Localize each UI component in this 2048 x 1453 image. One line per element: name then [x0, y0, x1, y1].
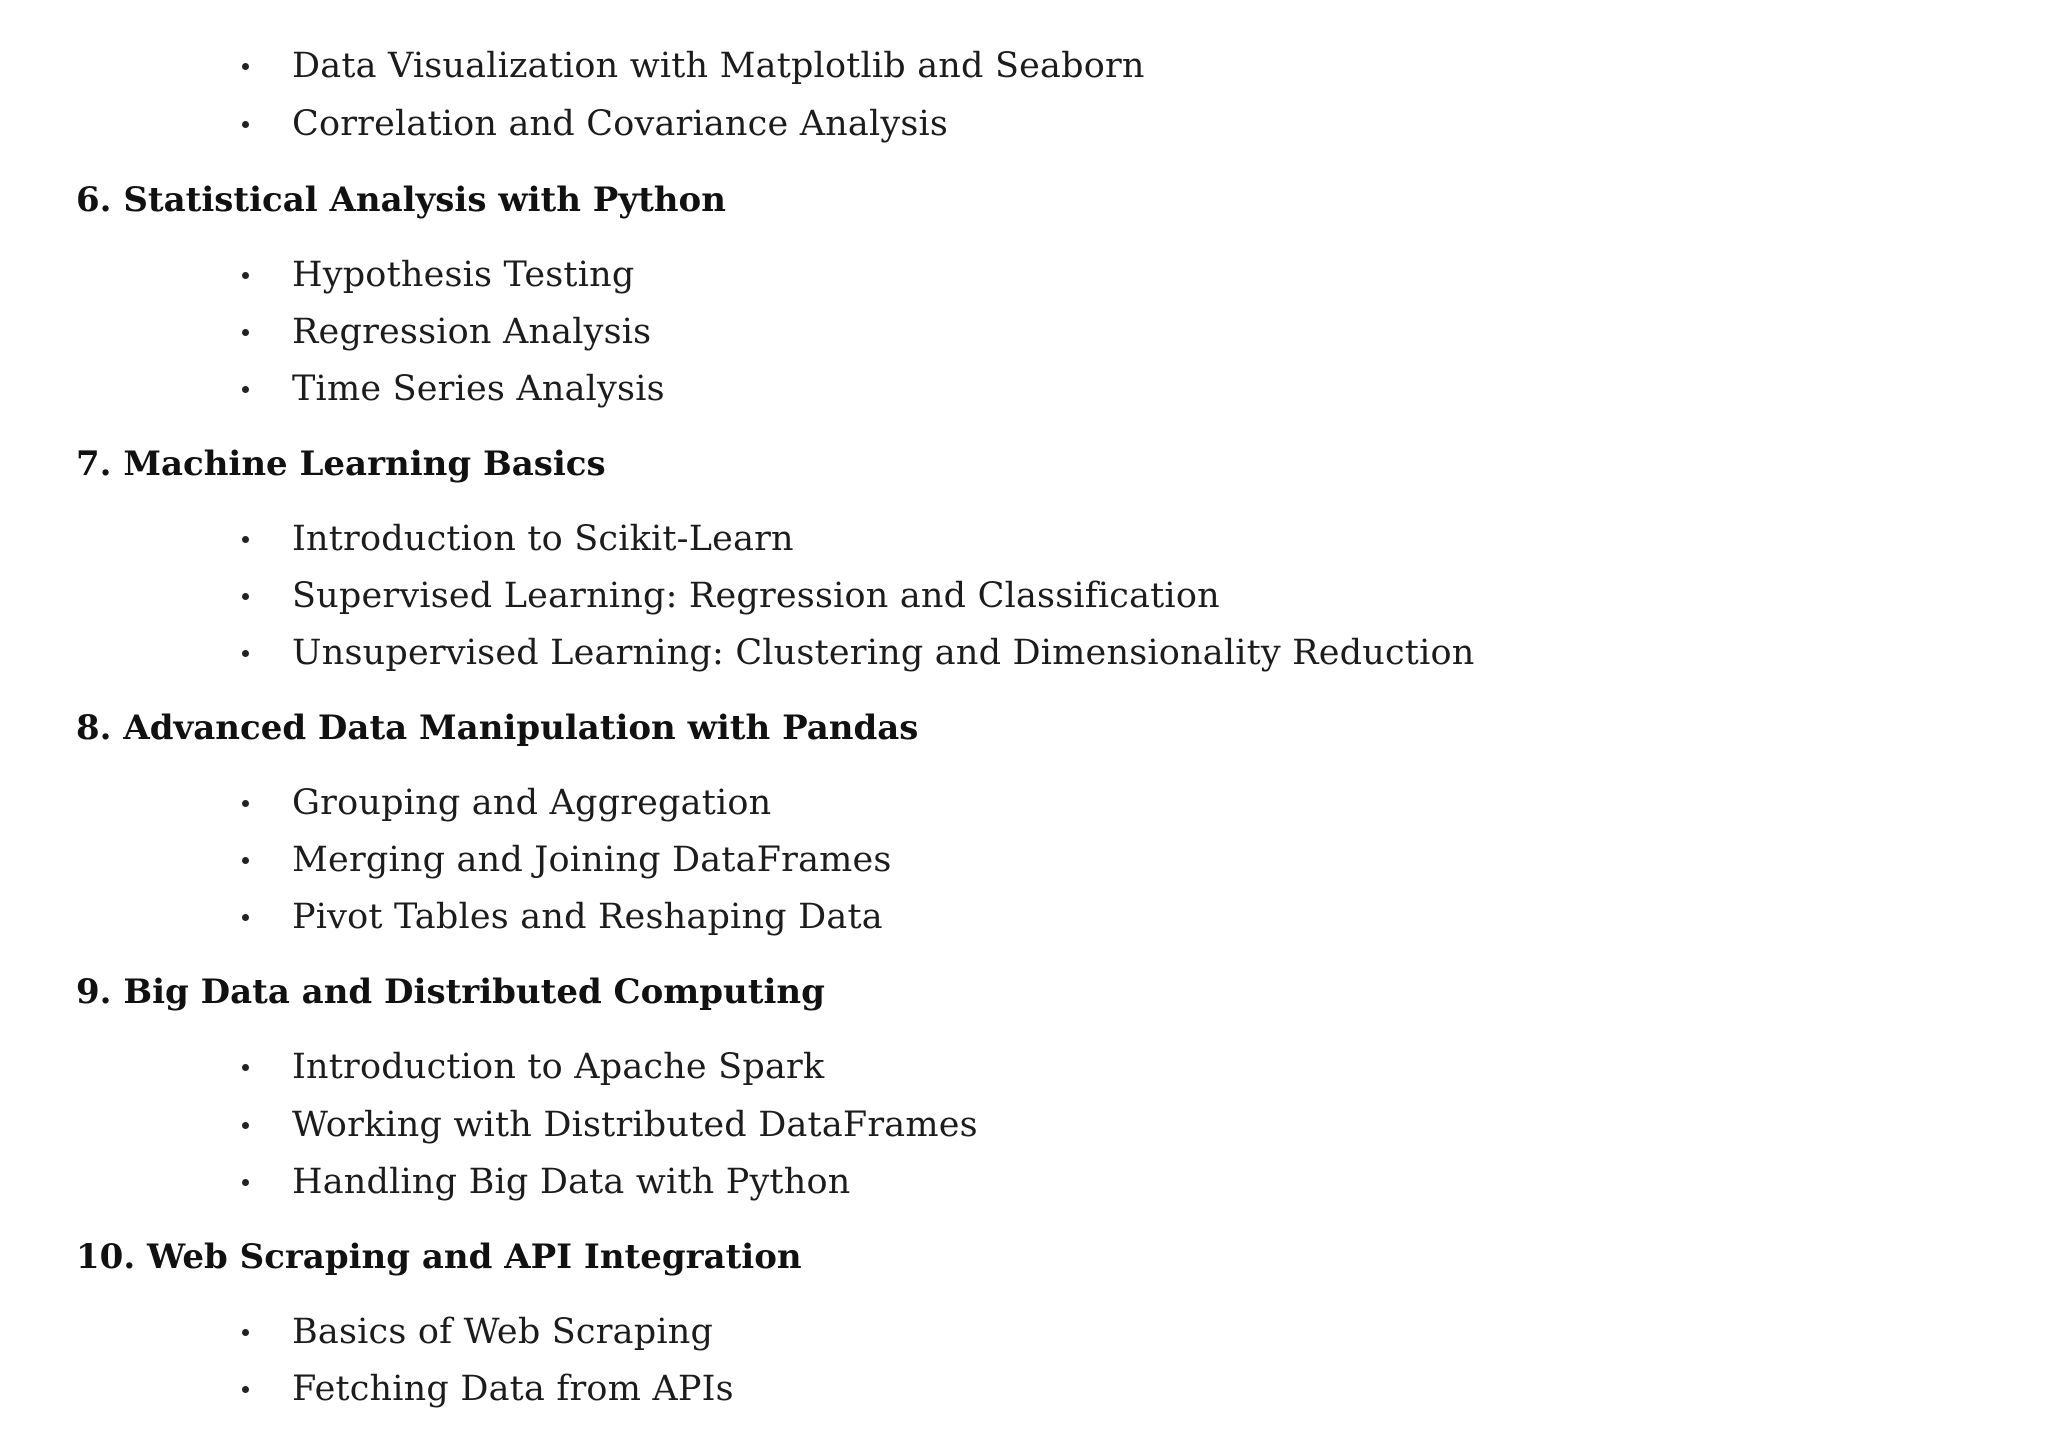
bullet-dot-icon: [242, 63, 249, 70]
list-item-text: Pivot Tables and Reshaping Data: [292, 897, 883, 937]
list-item-text: Basics of Web Scraping: [292, 1312, 714, 1352]
section-heading: 6. Statistical Analysis with Python: [76, 180, 726, 220]
list-item-text: Fetching Data from APIs: [292, 1369, 734, 1409]
list-item-text: Unsupervised Learning: Clustering and Dimensionality Reduction: [292, 633, 1475, 673]
bullet-dot-icon: [242, 121, 249, 128]
list-item-text: Regression Analysis: [292, 312, 652, 352]
list-item-text: Introduction to Scikit-Learn: [292, 519, 794, 559]
bullet-dot-icon: [242, 329, 249, 336]
bullet-dot-icon: [242, 800, 249, 807]
list-item-text: Time Series Analysis: [292, 369, 665, 409]
bullet-dot-icon: [242, 1122, 249, 1129]
section-heading: 9. Big Data and Distributed Computing: [76, 972, 825, 1012]
list-item-text: Correlation and Covariance Analysis: [292, 104, 949, 144]
list-item-text: Grouping and Aggregation: [292, 783, 772, 823]
list-item-text: Data Visualization with Matplotlib and Seaborn: [292, 46, 1145, 86]
bullet-dot-icon: [242, 536, 249, 543]
bullet-dot-icon: [242, 1064, 249, 1071]
list-item-text: Working with Distributed DataFrames: [292, 1105, 978, 1145]
list-item-text: Introduction to Apache Spark: [292, 1047, 825, 1087]
section-heading: 7. Machine Learning Basics: [76, 444, 606, 484]
section-heading: 8. Advanced Data Manipulation with Pandas: [76, 708, 919, 748]
bullet-dot-icon: [242, 1386, 249, 1393]
bullet-dot-icon: [242, 914, 249, 921]
list-item-text: Handling Big Data with Python: [292, 1162, 851, 1202]
list-item-text: Supervised Learning: Regression and Classification: [292, 576, 1220, 616]
list-item-text: Hypothesis Testing: [292, 255, 635, 295]
list-item-text: Merging and Joining DataFrames: [292, 840, 892, 880]
bullet-dot-icon: [242, 1179, 249, 1186]
section-heading: 10. Web Scraping and API Integration: [76, 1237, 802, 1277]
bullet-dot-icon: [242, 1329, 249, 1336]
bullet-dot-icon: [242, 857, 249, 864]
bullet-dot-icon: [242, 593, 249, 600]
bullet-dot-icon: [242, 272, 249, 279]
bullet-dot-icon: [242, 386, 249, 393]
bullet-dot-icon: [242, 650, 249, 657]
